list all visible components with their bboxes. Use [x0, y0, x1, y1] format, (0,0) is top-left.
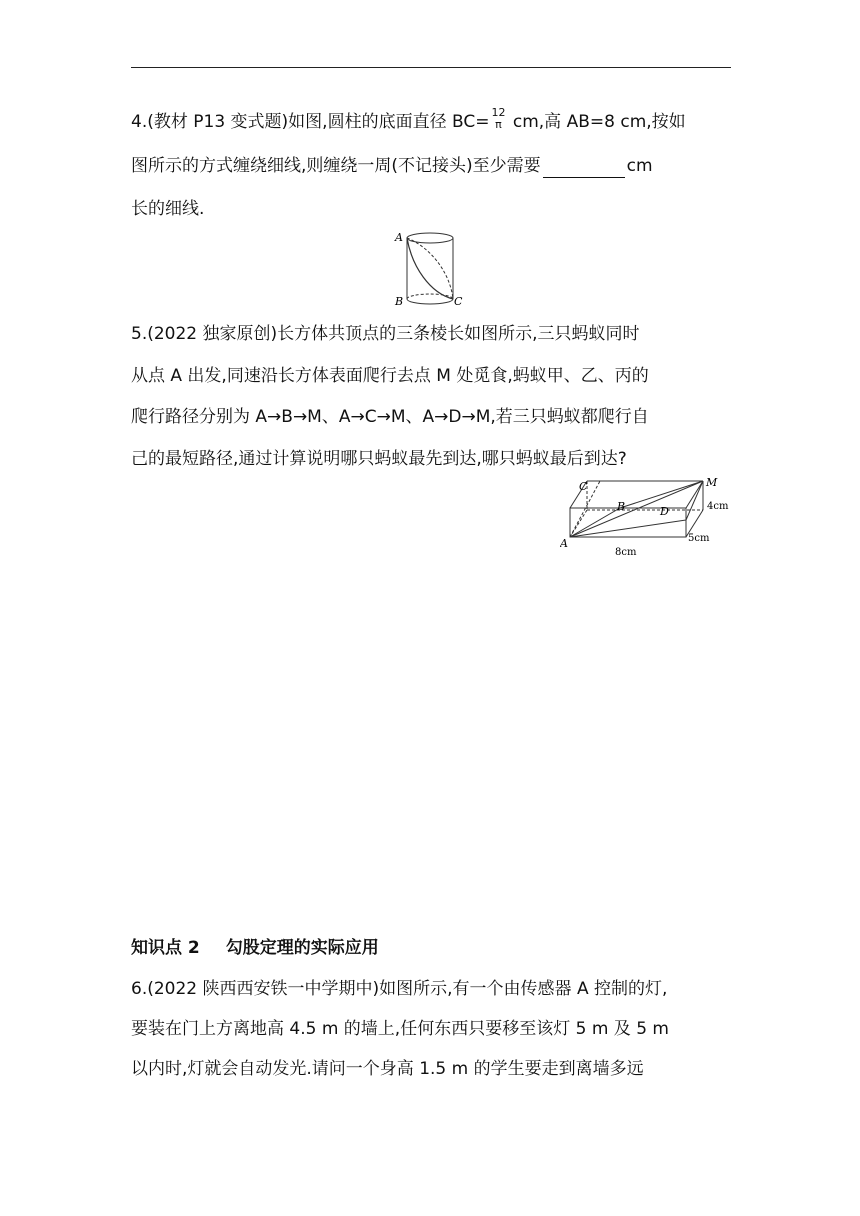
q4-suffix: cm,高 AB=8 cm,按如: [507, 112, 686, 132]
cuboid-label-b: B: [617, 500, 626, 513]
cuboid-label-m: M: [706, 476, 718, 489]
cuboid-length-label: 8cm: [615, 547, 637, 558]
cuboid-label-a: A: [560, 537, 568, 550]
cuboid-height-label: 4cm: [707, 501, 729, 512]
q4-answer-blank[interactable]: [543, 159, 625, 178]
q6-line-3: 以内时,灯就会自动发光.请问一个身高 1.5 m 的学生要走到离墙多远: [131, 1059, 644, 1079]
cyl-label-a: A: [395, 231, 403, 244]
q5-line-1: 5.(2022 独家原创)长方体共顶点的三条棱长如图所示,三只蚂蚁同时: [131, 324, 640, 344]
q6-line-1: 6.(2022 陕西西安铁一中学期中)如图所示,有一个由传感器 A 控制的灯,: [131, 979, 668, 999]
cyl-label-b: B: [395, 295, 404, 308]
section-title: 勾股定理的实际应用: [225, 938, 379, 958]
q4-prefix: 4.(教材 P13 变式题)如图,圆柱的底面直径 BC=: [131, 112, 490, 132]
cuboid-width-label: 5cm: [688, 533, 710, 544]
q4-line-1: [131, 106, 686, 134]
cylinder-figure: [390, 227, 470, 311]
q5-line-3: 爬行路径分别为 A→B→M、A→C→M、A→D→M,若三只蚂蚁都爬行自: [131, 407, 649, 427]
section-heading: [131, 936, 379, 960]
q4-frac-den: π: [495, 118, 502, 131]
q5-line-4: 己的最短路径,通过计算说明哪只蚂蚁最先到达,哪只蚂蚁最后到达?: [131, 449, 627, 469]
cuboid-figure: [560, 475, 740, 561]
q4-line-2-text: 图所示的方式缠绕细线,则缠绕一周(不记接头)至少需要: [131, 156, 541, 176]
q5-line-2: 从点 A 出发,同速沿长方体表面爬行去点 M 处觅食,蚂蚁甲、乙、丙的: [131, 366, 649, 386]
cuboid-label-d: D: [660, 505, 669, 518]
q4-unit: cm: [626, 156, 653, 176]
q4-line-2: [131, 154, 653, 178]
cyl-label-c: C: [454, 295, 463, 308]
section-label: 知识点 2: [131, 938, 200, 958]
cuboid-label-c: C: [579, 480, 588, 493]
q4-fraction: [491, 107, 505, 131]
q4-line-3: 长的细线.: [131, 199, 205, 219]
q4-frac-num: 12: [491, 106, 506, 119]
header-rule: [131, 67, 731, 68]
q6-line-2: 要装在门上方离地高 4.5 m 的墙上,任何东西只要移至该灯 5 m 及 5 m: [131, 1019, 669, 1039]
